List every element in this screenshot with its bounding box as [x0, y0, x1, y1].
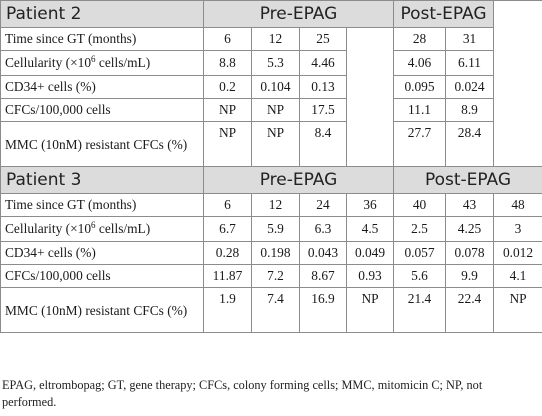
table-cell: 21.4: [394, 288, 446, 333]
table-cell: NP: [252, 99, 300, 122]
table-cell: 5.3: [252, 51, 300, 76]
table-cell: 0.104: [252, 76, 300, 99]
table-cell: 31: [446, 28, 494, 51]
row-label-suffix: cells/mL): [95, 221, 151, 236]
table-cell: 28.4: [446, 122, 494, 167]
table-cell: NP: [494, 288, 542, 333]
table-cell: 0.024: [446, 76, 494, 99]
table-cell: 6.3: [300, 217, 347, 242]
table-cell: 8.8: [204, 51, 252, 76]
table-cell: 0.13: [300, 76, 347, 99]
table-cell: 5.6: [394, 265, 446, 288]
patient2-title: Patient 2: [1, 1, 204, 28]
table-cell: NP: [347, 288, 394, 333]
table-row: [1, 194, 542, 217]
table-cell: 6.7: [204, 217, 252, 242]
table-cell: 7.4: [252, 288, 300, 333]
table-cell: 4.25: [446, 217, 494, 242]
table-row: [1, 122, 542, 167]
table-cell: 0.043: [300, 242, 347, 265]
table-row: [1, 51, 542, 76]
row-label-superscript: 6: [91, 54, 96, 64]
table-cell: 17.5: [300, 99, 347, 122]
patient3-title: Patient 3: [1, 167, 204, 194]
table-cell: 3: [494, 217, 542, 242]
table-cell: 4.46: [300, 51, 347, 76]
table-cell: 0.198: [252, 242, 300, 265]
table-cell: 40: [394, 194, 446, 217]
table-cell: 6: [204, 28, 252, 51]
row-label: [1, 51, 204, 76]
row-label: MMC (10nM) resistant CFCs (%): [1, 122, 204, 167]
row-label: [1, 217, 204, 242]
row-label-prefix: Cellularity (×10: [5, 55, 92, 70]
patient3-header-row: [1, 167, 542, 194]
table-cell: 8.9: [446, 99, 494, 122]
row-label: CFCs/100,000 cells: [1, 265, 204, 288]
table-row: [1, 99, 542, 122]
table-cell: 11.1: [394, 99, 446, 122]
table-cell: 27.7: [394, 122, 446, 167]
table-row: [1, 265, 542, 288]
table-cell: NP: [204, 122, 252, 167]
row-label: Time since GT (months): [1, 194, 204, 217]
table-cell: 0.078: [446, 242, 494, 265]
patient3-post-epag-header: Post-EPAG: [394, 167, 542, 194]
row-label: CD34+ cells (%): [1, 242, 204, 265]
table-cell: 12: [252, 28, 300, 51]
table-cell: 8.67: [300, 265, 347, 288]
table-cell: 0.2: [204, 76, 252, 99]
patient2-empty-pre-column: [347, 28, 394, 167]
table-cell: 1.9: [204, 288, 252, 333]
row-label: Time since GT (months): [1, 28, 204, 51]
table-cell: 25: [300, 28, 347, 51]
table-row: [1, 76, 542, 99]
table-cell: 4.06: [394, 51, 446, 76]
table-cell: 28: [394, 28, 446, 51]
table-cell: 6.11: [446, 51, 494, 76]
row-label-suffix: cells/mL): [95, 55, 151, 70]
table-row: [1, 242, 542, 265]
table-cell: 8.4: [300, 122, 347, 167]
table-row: [1, 28, 542, 51]
table-cell: 2.5: [394, 217, 446, 242]
table-row: [1, 288, 542, 333]
table-cell: 6: [204, 194, 252, 217]
table-cell: 5.9: [252, 217, 300, 242]
row-label: MMC (10nM) resistant CFCs (%): [1, 288, 204, 333]
table-cell: 11.87: [204, 265, 252, 288]
row-label-superscript: 6: [91, 220, 96, 230]
table-cell: 4.1: [494, 265, 542, 288]
table-cell: 4.5: [347, 217, 394, 242]
table-cell: 48: [494, 194, 542, 217]
table-cell: 12: [252, 194, 300, 217]
table-row: [1, 217, 542, 242]
row-label-prefix: Cellularity (×10: [5, 221, 92, 236]
table-cell: 36: [347, 194, 394, 217]
table-cell: 0.057: [394, 242, 446, 265]
patient2-pre-epag-header: Pre-EPAG: [204, 1, 394, 28]
table-cell: 24: [300, 194, 347, 217]
table-cell: 0.095: [394, 76, 446, 99]
patient2-empty-column: [494, 1, 542, 167]
table-cell: 43: [446, 194, 494, 217]
table-footnote: EPAG, eltrombopag; GT, gene therapy; CFCs, colony forming cells; MMC, mitomicin C; NP, not performed.: [2, 378, 483, 409]
patient2-post-epag-header: Post-EPAG: [394, 1, 494, 28]
table-cell: 0.28: [204, 242, 252, 265]
table-cell: 0.049: [347, 242, 394, 265]
row-label: CD34+ cells (%): [1, 76, 204, 99]
table-cell: 0.012: [494, 242, 542, 265]
row-label: CFCs/100,000 cells: [1, 99, 204, 122]
table-cell: 0.93: [347, 265, 394, 288]
table-cell: NP: [204, 99, 252, 122]
patient2-header-row: [1, 1, 542, 28]
table-cell: 9.9: [446, 265, 494, 288]
table-cell: 22.4: [446, 288, 494, 333]
table-cell: 16.9: [300, 288, 347, 333]
patient3-pre-epag-header: Pre-EPAG: [204, 167, 394, 194]
table-cell: 7.2: [252, 265, 300, 288]
table-cell: NP: [252, 122, 300, 167]
